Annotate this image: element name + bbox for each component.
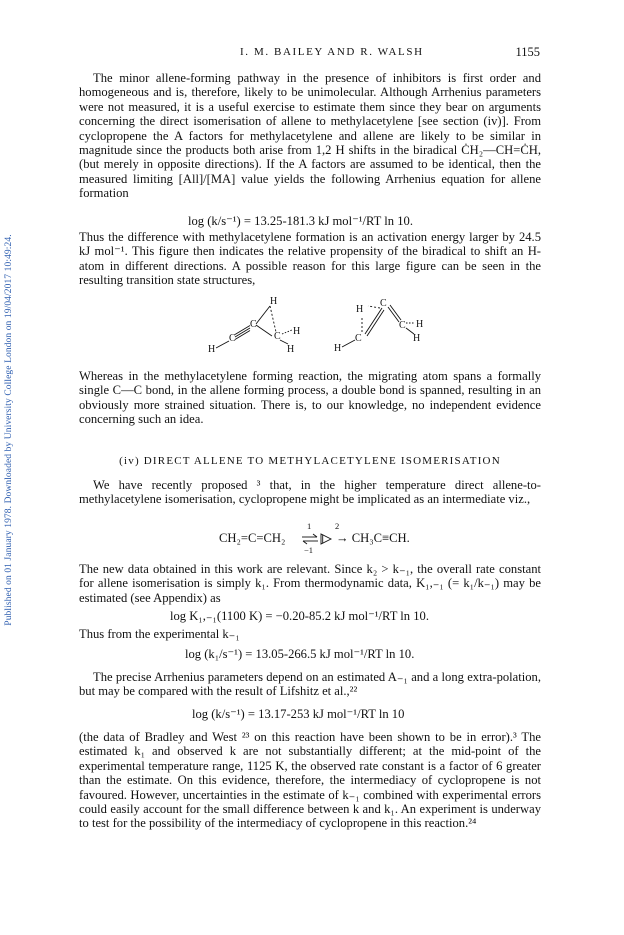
equation-lifshitz-arrhenius: log (k/s⁻¹) = 13.17-253 kJ mol⁻¹/RT ln 10	[192, 707, 405, 721]
atom-label: H	[287, 344, 295, 354]
equilibrium-arrow	[301, 533, 319, 545]
atom-label: H	[413, 333, 421, 344]
rate-label-k-minus-1: −1	[304, 545, 314, 555]
cyclopropene-ring-icon	[320, 533, 332, 545]
download-watermark-text[interactable]: Published on 01 January 1978. Downloaded by University College London on 19/04/2017 10:49:24.	[4, 234, 14, 626]
paragraph-text: (the data of Bradley and West ²³ on this reaction have been shown to be in error).³ The estimated k₁ and observed k are not substantially different; at the mid-point of the experimental temperature range, 1125 K, the observed rate constant is a factor of 6 greater than the estimate. On this evidence, therefore, the intermediacy of cyclopropene is not favoured. However, uncertainties in the estimate of k₋₁ combined with experimental errors could easily account for the small difference between k and k₁. An experiment is underway to test for the possibility of the intermediacy of cyclopropene in this reaction.²⁴	[79, 730, 541, 831]
atom-label: C	[250, 319, 257, 330]
page-number: 1155	[515, 45, 540, 59]
running-head: I. M. BAILEY AND R. WALSH	[240, 46, 424, 58]
transition-state-structures	[200, 292, 430, 354]
atom-label: C	[229, 333, 236, 344]
paragraph-text: Whereas in the methylacetylene forming reaction, the migrating atom spans a formally single C—C bond, in the allene forming process, a double bond is spanned, resulting in an obviously more strained situation. There is, to our knowledge, no independent evidence concerning such an idea.	[79, 369, 541, 427]
equation-equilibrium-constant: log K₁,₋₁(1100 K) = −0.20-85.2 kJ mol⁻¹/RT ln 10.	[170, 609, 429, 623]
atom-label: C	[399, 320, 406, 331]
download-watermark	[2, 130, 16, 730]
product-methylacetylene: → CH₃C≡CH.	[336, 531, 410, 545]
rate-label-k2: 2	[335, 521, 340, 531]
paragraph-text: Thus from the experimental k₋₁	[79, 627, 240, 641]
paragraph-comparison	[79, 670, 541, 699]
atom-label: H	[416, 319, 424, 330]
atom-label: C	[274, 331, 281, 342]
atom-label: H	[208, 344, 216, 354]
paragraph-text: The minor allene-forming pathway in the presence of inhibitors is first order and homogeneous and is, therefore, likely to be unimolecular. Although Arrhenius parameters were not measured, it is a useful exercise to estimate them since they bear on arguments concerning the direct isomerisation of allene to methylacetylene [see section (iv)]. From cyclopropene the A factors for methylacetylene and allene are likely to be similar in magnitude since the products both arise from 1,2 H shifts in the biradical ĊH₂—CH=ĊH, (but merely in opposite directions). If the A factors are assumed to be identical, then the measured limiting [All]/[MA] value yields the following Arrhenius equation for allene formation	[79, 71, 541, 201]
atom-label: H	[293, 326, 301, 337]
equation-allene-arrhenius: log (k/s⁻¹) = 13.25-181.3 kJ mol⁻¹/RT ln 10.	[188, 214, 413, 228]
paragraph-conclusion	[79, 730, 541, 831]
paragraph-activation-difference	[79, 230, 541, 288]
paragraph-text: The precise Arrhenius parameters depend on an estimated A₋₁ and a long extra-polation, but may be compared with the result of Lifshitz et al.,²²	[79, 670, 541, 699]
atom-label: C	[355, 333, 362, 344]
paragraph-allene-pathway	[79, 71, 541, 201]
atom-label: H	[356, 304, 364, 315]
paragraph-text: The new data obtained in this work are relevant. Since k₂ > k₋₁, the overall rate constant for allene isomerisation is simply k₁. From thermodynamic data, K₁,₋₁ (= k₁/k₋₁) may be estimated (see Appendix) as	[79, 562, 541, 605]
paragraph-text: Thus the difference with methylacetylene formation is an activation energy larger by 24.5 kJ mol⁻¹. This figure then indicates the relative propensity of the biradical to shift an H-atom in different directions. A possible reason for this large figure can be seen in the resulting transition state structures,	[79, 230, 541, 288]
page-header	[80, 46, 540, 62]
paragraph-strain-argument	[79, 369, 541, 427]
paragraph-proposal	[79, 478, 541, 507]
paragraph-from-experimental	[79, 627, 541, 641]
atom-label: C	[380, 298, 387, 309]
reaction-scheme	[219, 521, 439, 555]
paragraph-equilibrium-estimate	[79, 562, 541, 605]
equation-k1-arrhenius: log (k₁/s⁻¹) = 13.05-266.5 kJ mol⁻¹/RT ln 10.	[185, 647, 415, 661]
rate-label-k1: 1	[307, 521, 312, 531]
atom-label: H	[334, 343, 342, 354]
paragraph-text: We have recently proposed ³ that, in the higher temperature direct allene-to-methylacetylene isomerisation, cyclopropene might be implicated as an intermediate viz.,	[79, 478, 541, 507]
section-heading: (iv) DIRECT ALLENE TO METHYLACETYLENE ISOMERISATION	[119, 455, 501, 467]
atom-label: H	[270, 296, 278, 307]
reactant-allene: CH₂=C=CH₂	[219, 531, 286, 545]
ts-structure-allene-labels	[334, 298, 423, 354]
